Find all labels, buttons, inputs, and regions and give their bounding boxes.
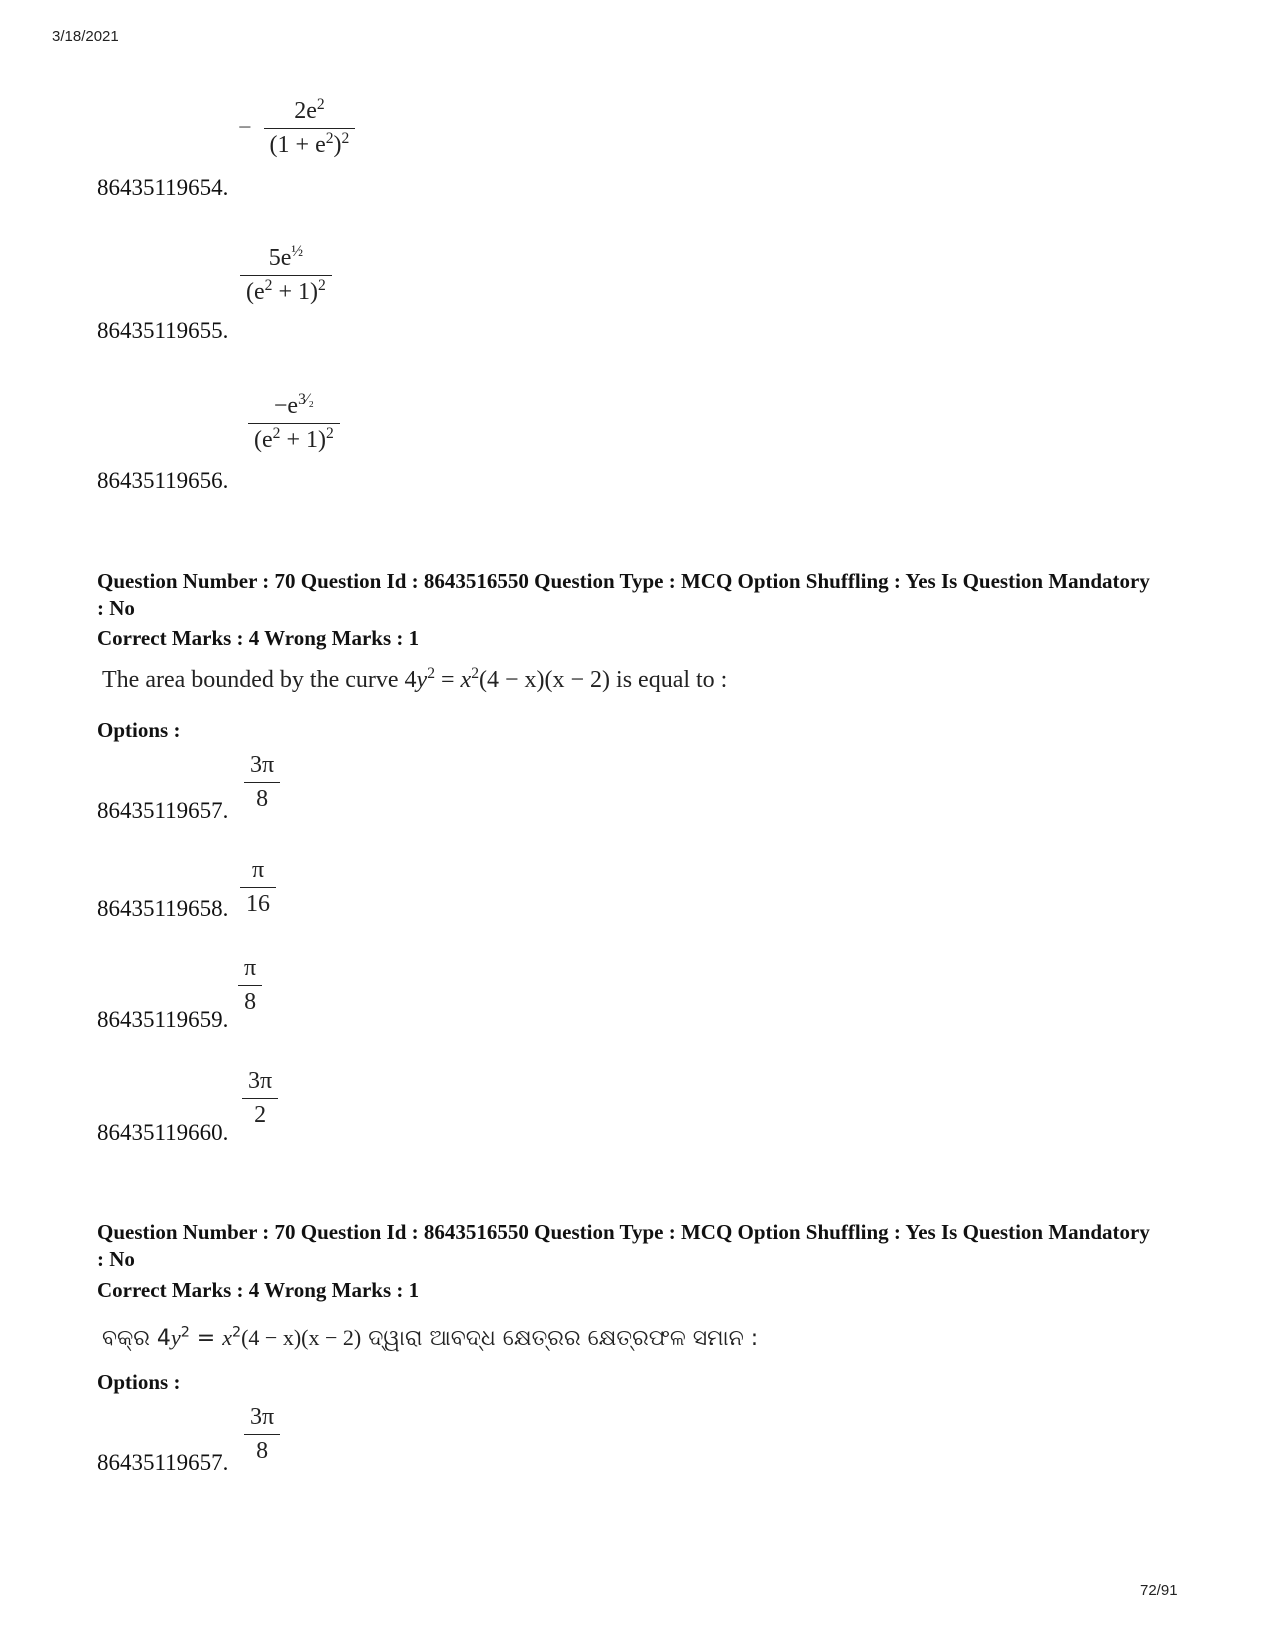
question-marks: Correct Marks : 4 Wrong Marks : 1 [97, 1278, 420, 1302]
option-id: 86435119657. [97, 798, 229, 823]
eq-equals: = [189, 1326, 223, 1351]
option-id: 86435119656. [97, 468, 229, 493]
option-fraction [244, 752, 280, 813]
question-text [102, 667, 727, 694]
outer-exponent: 2 [341, 130, 350, 147]
numerator-exponent: 2 [316, 96, 325, 113]
fraction-denominator: 8 [244, 782, 280, 813]
numerator: 2e [294, 98, 317, 124]
fraction-numerator: π [244, 955, 257, 981]
options-label: Options : [97, 1370, 181, 1394]
option-fraction [240, 857, 276, 918]
eq-rhs-rest: (4 − x)(x − 2) [478, 667, 611, 693]
option-fraction [242, 1068, 278, 1129]
fraction-denominator: 2 [242, 1098, 278, 1129]
denominator: (1 + e [269, 132, 326, 158]
option-id: 86435119659. [97, 1007, 229, 1032]
option-fraction [244, 1404, 280, 1465]
fraction-denominator: 8 [244, 1434, 280, 1465]
option-formula [248, 393, 340, 454]
outer-exponent: 2 [317, 277, 326, 294]
option-formula [238, 98, 355, 159]
eq-equals: = [434, 667, 461, 693]
eq-lhs-var: y [170, 1325, 181, 1350]
question-marks: Correct Marks : 4 Wrong Marks : 1 [97, 626, 420, 650]
option-id: 86435119655. [97, 318, 229, 343]
option-id: 86435119660. [97, 1120, 229, 1145]
fraction-denominator: 16 [240, 887, 276, 918]
fraction-denominator: 8 [238, 985, 262, 1016]
eq-rhs-rest: (4 − x)(x − 2) [241, 1325, 362, 1350]
fraction-numerator: π [251, 857, 265, 883]
question-meta: Question Number : 70 Question Id : 8643516550 Question Type : MCQ Option Shuffling : Yes Is Question Mandatory : No [97, 1220, 1150, 1271]
question-text-prefix: The area bounded by the curve 4 [102, 667, 417, 693]
option-fraction [238, 955, 262, 1016]
fraction-numerator: 3π [250, 752, 275, 778]
eq-rhs-var: x [222, 1325, 232, 1350]
question-meta: Question Number : 70 Question Id : 8643516550 Question Type : MCQ Option Shuffling : Yes Is Question Mandatory : No [97, 569, 1150, 620]
eq-lhs-var: y [416, 667, 428, 693]
outer-exponent: 2 [325, 425, 334, 442]
page-number: 72/91 [1140, 1582, 1178, 1599]
denominator: (e [254, 427, 273, 453]
denominator-exponent: 2 [325, 130, 334, 147]
denominator-exponent: 2 [264, 277, 273, 294]
denominator-close: + 1) [272, 279, 318, 305]
question-text [102, 1325, 758, 1351]
eq-rhs-exp: 2 [232, 1324, 242, 1341]
question-text-prefix: ବକ୍ର 4 [102, 1326, 171, 1351]
numerator-exponent: ½ [291, 243, 304, 260]
denominator-exponent: 2 [272, 425, 281, 442]
fraction-numerator: 3π [248, 1068, 273, 1094]
option-formula [240, 245, 332, 306]
question-text-suffix: ଦ୍ୱାରା ଆବଦ୍ଧ କ୍ଷେତ୍ରର କ୍ଷେତ୍ରଫଳ ସମାନ : [361, 1326, 759, 1351]
fraction-numerator: 3π [250, 1404, 275, 1430]
eq-rhs-exp: 2 [471, 665, 479, 682]
eq-lhs-exp: 2 [180, 1324, 190, 1341]
print-date: 3/18/2021 [52, 28, 119, 45]
numerator: −e [273, 393, 299, 419]
options-label: Options : [97, 718, 181, 742]
eq-rhs-var: x [460, 667, 472, 693]
question-text-suffix: is equal to : [610, 667, 728, 693]
denominator: (e [246, 279, 265, 305]
option-id: 86435119658. [97, 896, 229, 921]
denominator-close: ) [333, 132, 342, 158]
option-id: 86435119657. [97, 1450, 229, 1475]
numerator: 5e [268, 245, 292, 271]
minus-sign: − [238, 115, 252, 141]
denominator-close: + 1) [280, 427, 326, 453]
eq-lhs-exp: 2 [427, 665, 435, 682]
option-id: 86435119654. [97, 175, 229, 200]
numerator-exponent: 3⁄₂ [298, 391, 314, 408]
